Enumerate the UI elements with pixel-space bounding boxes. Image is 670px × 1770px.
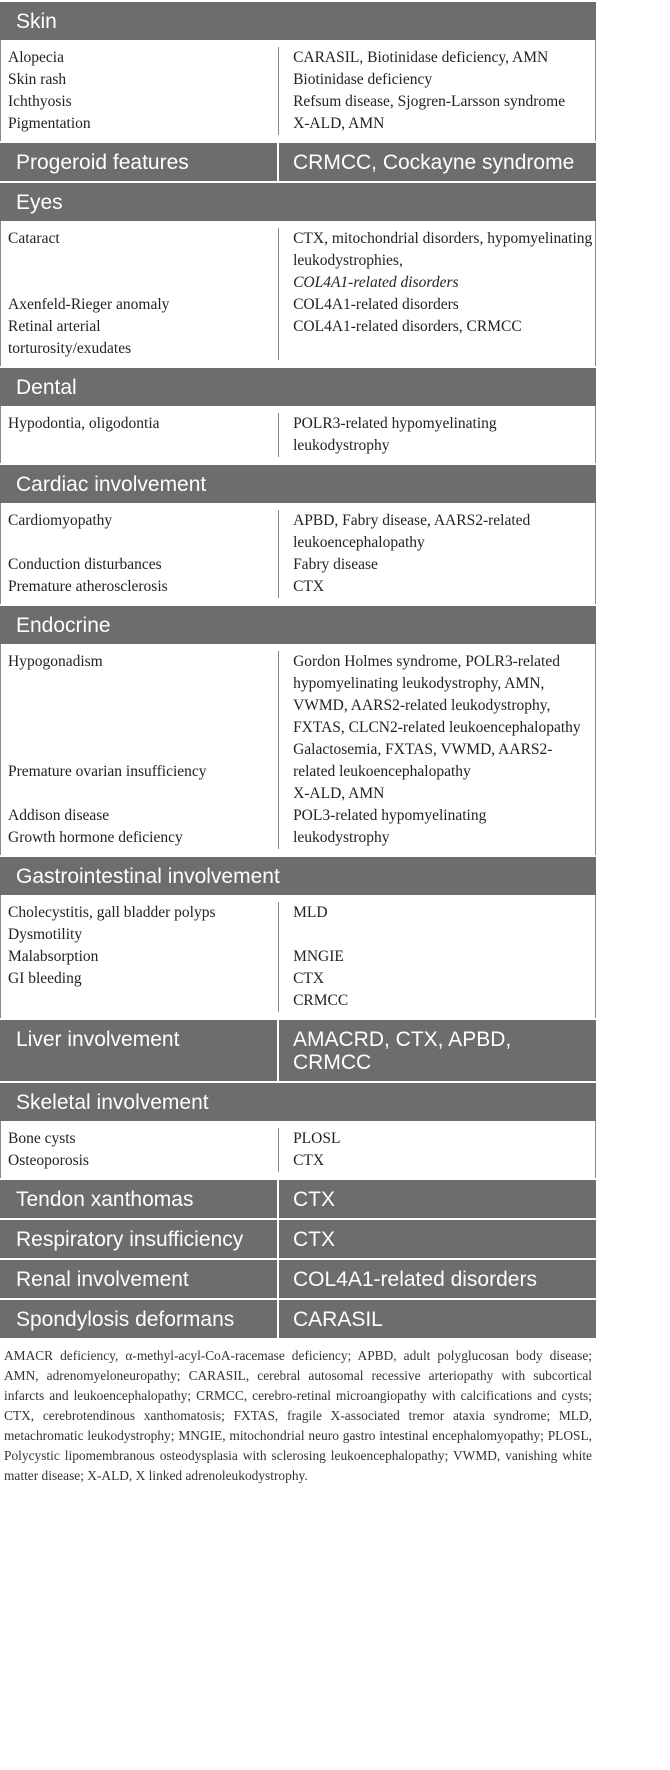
section-title: Respiratory insufficiency — [0, 1220, 279, 1258]
disorder-cell: PLOSL — [293, 1130, 341, 1147]
disorder-cell: Biotinidase deficiency — [293, 71, 433, 88]
section-header-liver — [0, 1018, 596, 1081]
section-value: CRMCC, Cockayne syndrome — [293, 151, 575, 174]
feature-column — [1, 47, 279, 135]
section-title: Eyes — [16, 191, 63, 214]
feature-cell: Alopecia — [8, 49, 64, 66]
section-header-respiratory — [0, 1218, 596, 1258]
disorder-cell: MNGIE — [293, 948, 344, 965]
feature-cell: Retinal arterial torturosity/exudates — [8, 318, 132, 357]
feature-cell: Premature ovarian insufficiency — [8, 763, 207, 780]
feature-cell: Cardiomyopathy — [8, 512, 113, 529]
section-title: Spondylosis deformans — [0, 1300, 279, 1338]
feature-cell: Malabsorption — [8, 948, 99, 965]
feature-column — [1, 1128, 279, 1172]
disorder-cell: CTX, mitochondrial disorders, hypomyelinating leukodystrophies, — [293, 230, 593, 269]
section-header-eyes — [0, 181, 596, 221]
feature-spacer — [8, 783, 278, 805]
disorder-column — [279, 902, 595, 1012]
feature-column — [1, 902, 279, 1012]
section-title: Dental — [16, 376, 77, 399]
section-title: Skin — [16, 10, 57, 33]
section-value: AMACRD, CTX, APBD, CRMCC — [293, 1028, 512, 1074]
feature-column — [1, 228, 279, 360]
section-title: Liver involvement — [0, 1020, 279, 1081]
feature-cell: Conduction disturbances — [8, 556, 162, 573]
disorder-cell: POL3-related hypomyelinating leukodystrophy — [293, 807, 487, 846]
disorder-column — [279, 510, 595, 598]
disorder-column — [279, 413, 595, 457]
section-title: Gastrointestinal involvement — [16, 865, 280, 888]
section-value: CTX — [293, 1228, 335, 1251]
disorder-spacer — [293, 924, 595, 946]
disorder-cell: CRMCC — [293, 992, 349, 1009]
section-header-gastrointestinal — [0, 855, 596, 895]
feature-cell: Axenfeld-Rieger anomaly — [8, 296, 170, 313]
feature-cell: Dysmotility — [8, 926, 83, 943]
section-body-skeletal — [0, 1121, 596, 1178]
feature-column — [1, 413, 279, 457]
disorder-cell: POLR3-related hypomyelinating leukodystrophy — [293, 415, 497, 454]
disorder-cell: COL4A1-related disorders, CRMCC — [293, 318, 522, 335]
section-header-dental — [0, 366, 596, 406]
disorder-cell: MLD — [293, 904, 328, 921]
disorder-cell: X-ALD, AMN — [293, 785, 385, 802]
disorder-column — [279, 1128, 595, 1172]
feature-cell: Ichthyosis — [8, 93, 72, 110]
section-title: Tendon xanthomas — [0, 1180, 279, 1218]
feature-column — [1, 510, 279, 598]
feature-cell: Growth hormone deficiency — [8, 829, 183, 846]
disorder-cell: Fabry disease — [293, 556, 378, 573]
feature-spacer — [8, 532, 278, 554]
disorder-column — [279, 651, 595, 849]
section-body-skin — [0, 40, 596, 141]
feature-cell: Hypodontia, oligodontia — [8, 415, 160, 432]
table-footnote: AMACR deficiency, α-methyl-acyl-CoA-racemase deficiency; APBD, adult polyglucosan body disease; AMN, adrenomyeloneuropathy; CARASIL, cerebral autosomal recessive arteriopathy with subcortical infarcts and leukoencephalopathy; CRMCC, cerebro-retinal microangiopathy with calcifications and cysts; CTX, cerebrotendinous xanthomatosis; FXTAS, fragile X-associated tremor ataxia syndrome; MLD, metachromatic leukodystrophy; MNGIE, mitochondrial neuro gastro intestinal encephalomyopathy; PLOSL, Polycystic lipomembranous osteodysplasia with sclerosing leukoencephalopathy; VWMD, vanishing white matter disease; X-ALD, X linked adrenoleukodystrophy. — [4, 1348, 592, 1483]
section-value: COL4A1-related disorders — [293, 1268, 537, 1291]
disorder-cell: COL4A1-related disorders — [293, 296, 459, 313]
disorder-column — [279, 47, 595, 135]
section-header-endocrine — [0, 604, 596, 644]
disorder-cell: APBD, Fabry disease, AARS2-related leukoencephalopathy — [293, 512, 531, 551]
gene-italic: COL4A1-related disorders — [293, 274, 459, 291]
section-value: CTX — [293, 1188, 335, 1211]
section-title: Endocrine — [16, 614, 111, 637]
section-body-eyes — [0, 221, 596, 366]
feature-column — [1, 651, 279, 849]
section-body-endocrine — [0, 644, 596, 855]
section-header-progeroid — [0, 141, 596, 181]
section-body-gastrointestinal — [0, 895, 596, 1018]
section-header-spondylosis — [0, 1298, 596, 1338]
section-header-cardiac — [0, 463, 596, 503]
feature-spacer — [8, 673, 278, 761]
feature-cell: Hypogonadism — [8, 653, 103, 670]
section-header-renal — [0, 1258, 596, 1298]
disorder-cell: Gordon Holmes syndrome, POLR3-related hypomyelinating leukodystrophy, AMN, VWMD, AARS2-related leukodystrophy, FXTAS, CLCN2-related leukoencephalopathy — [293, 653, 581, 736]
feature-cell: Bone cysts — [8, 1130, 76, 1147]
section-title: Progeroid features — [0, 143, 279, 181]
section-title: Skeletal involvement — [16, 1091, 209, 1114]
section-body-dental — [0, 406, 596, 463]
feature-cell: Premature atherosclerosis — [8, 578, 168, 595]
disorder-column — [279, 228, 595, 360]
feature-cell: Addison disease — [8, 807, 110, 824]
feature-cell: Osteoporosis — [8, 1152, 89, 1169]
disorder-cell: X-ALD, AMN — [293, 115, 385, 132]
section-header-skeletal — [0, 1081, 596, 1121]
disorder-cell: CTX — [293, 970, 325, 987]
feature-cell: Skin rash — [8, 71, 67, 88]
disorder-cell: Refsum disease, Sjogren-Larsson syndrome — [293, 93, 566, 110]
disorder-cell: Galactosemia, FXTAS, VWMD, AARS2-related leukoencephalopathy — [293, 741, 553, 780]
section-header-tendon — [0, 1178, 596, 1218]
disorder-cell: CTX — [293, 1152, 325, 1169]
disorder-cell — [293, 272, 595, 294]
disorder-cell: CARASIL, Biotinidase deficiency, AMN — [293, 49, 549, 66]
section-value: CARASIL — [293, 1308, 383, 1331]
section-header-skin — [0, 0, 596, 40]
section-title: Renal involvement — [0, 1260, 279, 1298]
feature-cell: Cataract — [8, 230, 60, 247]
feature-cell: Cholecystitis, gall bladder polyps — [8, 904, 216, 921]
disorder-cell: CTX — [293, 578, 325, 595]
feature-cell: GI bleeding — [8, 970, 82, 987]
feature-cell: Pigmentation — [8, 115, 91, 132]
section-body-cardiac — [0, 503, 596, 604]
feature-spacer — [8, 250, 278, 294]
section-title: Cardiac involvement — [16, 473, 207, 496]
